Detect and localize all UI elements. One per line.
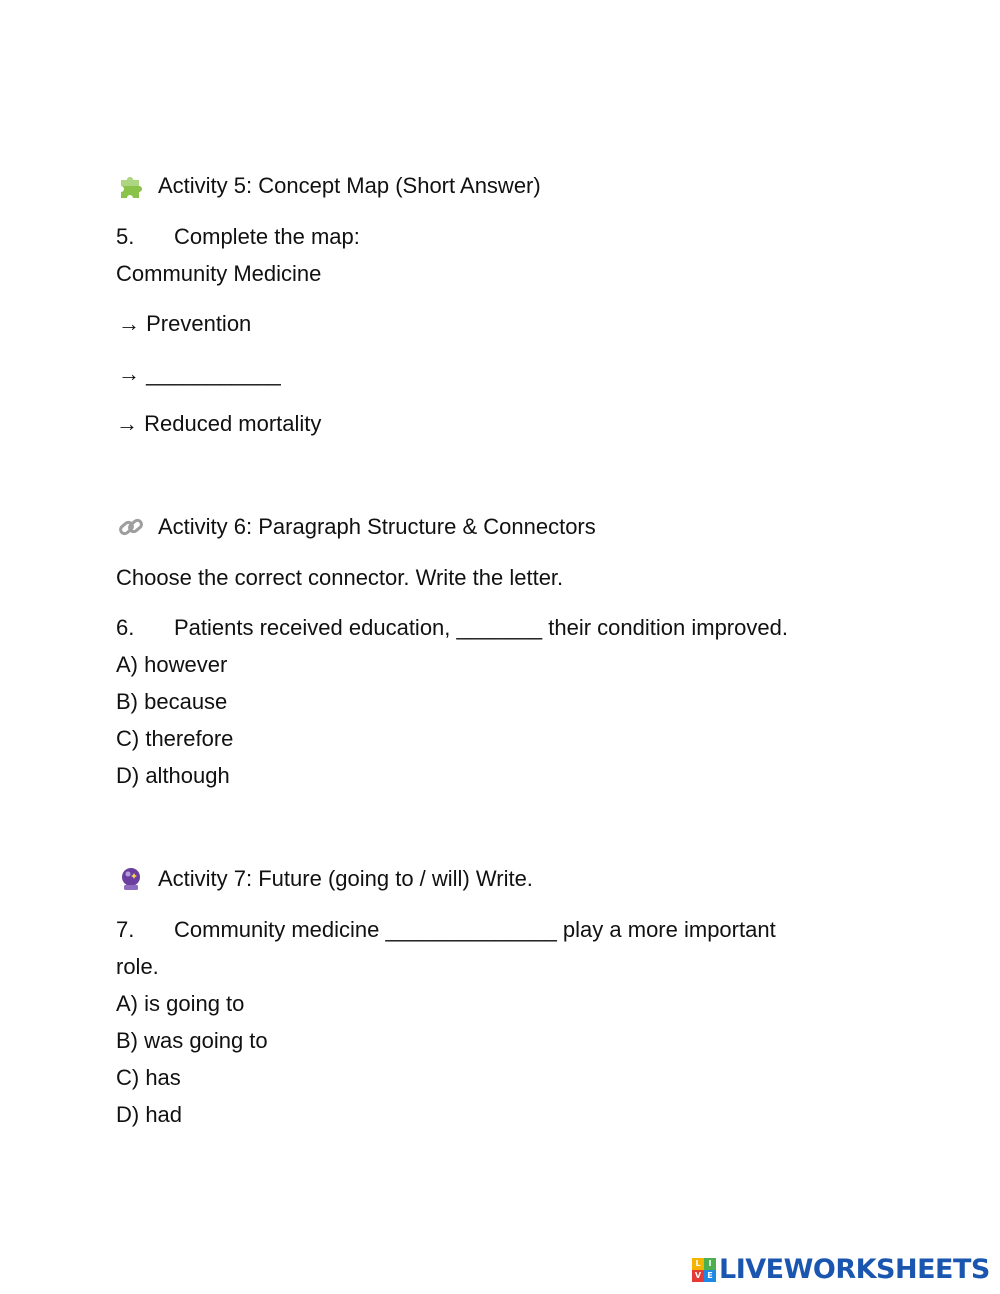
- question-7: [116, 915, 776, 945]
- logo-tile-l: L: [692, 1258, 704, 1270]
- activity6-instruction: Choose the correct connector. Write the letter.: [116, 565, 564, 590]
- link-icon: [116, 512, 146, 542]
- question-6-option-a: A) however: [116, 652, 228, 677]
- activity5-heading: [116, 171, 541, 201]
- question-7-text-line1: Community medicine ______________ play a more important: [174, 917, 776, 942]
- liveworksheets-logo: [692, 1254, 990, 1285]
- question-6-option-c: C) therefore: [116, 726, 234, 751]
- question-6-option-b: B) because: [116, 689, 228, 714]
- question-6-number: 6.: [116, 615, 135, 640]
- question-7-option-b: B) was going to: [116, 1028, 268, 1053]
- question-7-option-d: D) had: [116, 1102, 183, 1127]
- logo-tile-e: E: [704, 1270, 716, 1282]
- activity7-heading: [116, 864, 533, 894]
- question-7-text-line2: role.: [116, 954, 159, 979]
- question-7-number: 7.: [116, 917, 135, 942]
- question-7-option-a: A) is going to: [116, 991, 245, 1016]
- activity6-title: Activity 6: Paragraph Structure & Connectors: [158, 514, 596, 539]
- logo-mark-icon: [692, 1258, 716, 1282]
- map-item-outcome: → Reduced mortality: [116, 411, 322, 436]
- map-item-root: Community Medicine: [116, 261, 322, 286]
- logo-tile-v: V: [692, 1270, 704, 1282]
- activity7-title: Activity 7: Future (going to / will) Write.: [158, 866, 533, 891]
- logo-tile-i: I: [704, 1258, 716, 1270]
- activity6-heading: [116, 512, 596, 542]
- question-6: [116, 613, 788, 643]
- map-item-prevention: → Prevention: [118, 311, 252, 336]
- logo-text: LIVEWORKSHEETS: [719, 1254, 990, 1285]
- map-item-blank: → ___________: [118, 361, 281, 386]
- question-7-option-c: C) has: [116, 1065, 181, 1090]
- question-6-text: Patients received education, _______ their condition improved.: [174, 615, 788, 640]
- question-6-option-d: D) although: [116, 763, 230, 788]
- crystal-ball-icon: [116, 864, 146, 894]
- question-5-text: Complete the map:: [174, 224, 360, 249]
- activity5-title: Activity 5: Concept Map (Short Answer): [158, 173, 541, 198]
- question-5-number: 5.: [116, 224, 135, 249]
- question-5: [116, 222, 360, 252]
- puzzle-piece-icon: [116, 171, 146, 201]
